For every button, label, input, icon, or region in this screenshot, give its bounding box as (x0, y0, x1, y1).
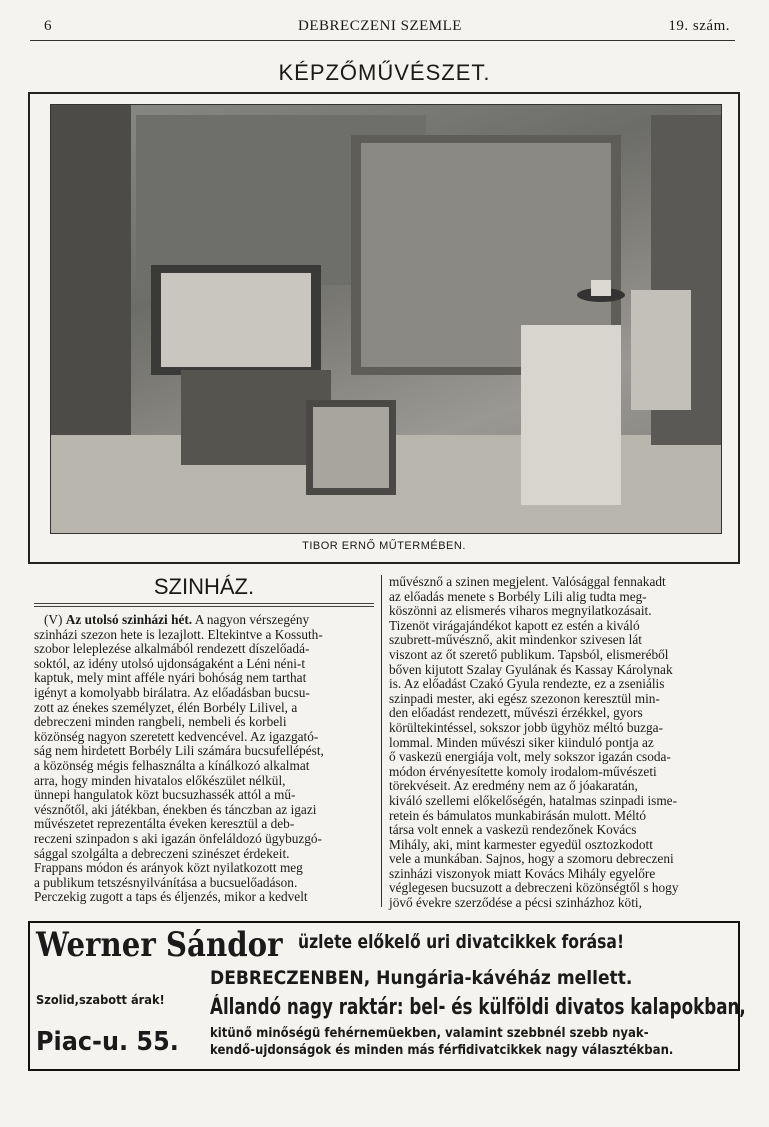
theatre-title: SZINHÁZ. (153, 574, 255, 599)
text-line: lommal. Minden művészi siker kiinduló pontja az (389, 734, 654, 750)
text-line: arra, hogy minden hivatalos előkészület nélkül, (34, 772, 286, 788)
text-line: is. Az előadást Czakó Gyula rendezte, ez a zseniális (389, 676, 665, 692)
text-line: köszönni az elismerés viharos megnyilatkozásait. (389, 603, 652, 619)
text-line: bőven kijutott Szalay Gyulának és Kassay Károlynak (389, 661, 673, 677)
ad-location: DEBRECZENBEN, Hungária-kávéház mellett. (210, 967, 633, 989)
text-line: ünnepi hangulatok közt bucsuzhassék attól a mű- (34, 787, 296, 803)
right-column (389, 575, 731, 911)
studio-photograph (50, 104, 722, 534)
ad-merchant-name: Werner Sándor (36, 925, 283, 965)
text-line: Frappans módon és arányok közt nyilatkozott meg (34, 860, 303, 876)
page-number: 6 (44, 18, 52, 34)
text-line: szinházi viszonyok miatt Kovács Mihály egyelőre (389, 865, 656, 881)
text-line: kiváló szellemi előkelőségén, hatalmas szinpadi isme- (389, 792, 678, 808)
running-header (30, 18, 730, 38)
text-line: a közönség mégis felhasználta a kínálkozó alkalmat (34, 757, 310, 773)
text-line: szobor leleplezése alkalmából rendezett díszelőadá- (34, 641, 310, 657)
author-mark: (V) (44, 612, 63, 627)
text-line: soktól, az idény utolsó ujdonságaként a Léni néni-t (34, 655, 306, 671)
text-line: den előadást rendezett, művészi érzékkel, gyors (389, 705, 643, 721)
ad-prices: Szolid,szabott árak! (36, 993, 165, 1007)
text-line: Perczekig zugott a taps és éljenzés, mikor a kedvelt (34, 889, 308, 905)
text-line: módon érvényesítette komoly irodalom-művészeti (389, 763, 657, 779)
left-paragraph (34, 613, 374, 628)
text-line: körültekintéssel, sokszor jobb ügyhöz méltó buzga- (389, 719, 664, 735)
ad-address: Piac-u. 55. (36, 1027, 179, 1057)
text-line: ő vaskezü energiája volt, mely sokszor igazán csoda- (389, 749, 671, 765)
text-line: A nagyon vérszegény (194, 612, 310, 627)
text-line: sággal szolgálta a debreczeni szinészet érdekeit. (34, 845, 290, 861)
text-line: a publikum tetszésnyilvánítása a bucsuelőadáson. (34, 874, 298, 890)
ad-goods-2: kendő-ujdonságok és minden más férfidivatcikkek nagy választékban. (210, 1043, 674, 1058)
ad-tagline: üzlete előkelő uri divatcikkek forása! (298, 931, 625, 953)
title-rule-bottom (34, 606, 374, 607)
text-line: jövő évekre szerződése a pécsi szinházhoz köti, (389, 895, 642, 911)
photo-caption: TIBOR ERNŐ MŰTERMÉBEN. (302, 540, 466, 552)
text-line: szinpadi mester, aki egész szezonon keresztül min- (389, 690, 660, 706)
text-line: közönség nagyon szeretett kedvencével. Az igazgató- (34, 728, 319, 744)
journal-title: DEBRECZENI SZEMLE (298, 18, 462, 34)
text-line: vele a munkában. Sajnos, hogy a szomoru debreczeni (389, 851, 674, 867)
text-line: igényt a komolyabb birálatra. Az előadásban bucsu- (34, 684, 310, 700)
text-line: retein és bámulatos munkabirásán mulott. Méltó (389, 807, 647, 823)
photo-illustration (51, 105, 721, 533)
advertisement (28, 921, 746, 1071)
text-line: véglegesen bucsuzott a debreczeni közönségtől s hogy (389, 880, 679, 896)
left-column (34, 613, 374, 905)
section-title: KÉPZŐMŰVÉSZET. (278, 60, 491, 85)
text-line: az előadás menete s Borbély Lili alig tudta meg- (389, 588, 647, 604)
text-line: Tizenöt virágajándékot kapott ez estén a kiváló (389, 617, 640, 633)
ad-goods-1: kitünő minőségü fehérnemüekben, valamint szebbnél szebb nyak- (210, 1026, 649, 1041)
title-rule-top (34, 603, 374, 604)
text-line: Mihály, aki, mint karmester egyedül osztozkodott (389, 836, 653, 852)
header-rule (30, 40, 735, 41)
text-line: vésznőtől, aki játékban, énekben és tánczban az igazi (34, 801, 317, 817)
ad-stock: Állandó nagy raktár: bel- és külföldi divatos kalapokban, (210, 995, 746, 1020)
text-line: szubrett-művésznő, akit mindenkor szivesen lát (389, 632, 642, 648)
article-heading: Az utolsó szinházi hét. (65, 612, 193, 627)
issue-number: 19. szám. (668, 18, 730, 34)
text-line: ság nem hirdetett Borbély Lili számára bucsufellépést, (34, 743, 324, 759)
text-line: társa volt ennek a vaskezü rendezőnek Kovács (389, 822, 637, 838)
text-line: reczeni szinpadon s aki igazán önfeláldozó ügybuzgó- (34, 830, 322, 846)
column-divider (381, 575, 382, 907)
text-line: művészetet reprezentálta éveken keresztül a deb- (34, 816, 295, 832)
text-line: törekvéseit. Az eredmény nem az ő jóakaratán, (389, 778, 638, 794)
text-line: művésznő a szinen megjelent. Valósággal fennakadt (389, 574, 666, 589)
text-line: debreczeni minden rangbeli, nembeli és korbeli (34, 714, 287, 730)
text-line: zott az énekes személyzet, élén Borbély Lilivel, a (34, 699, 298, 715)
text-line: viszont az őt szerető publikum. Tapsból, elismeréből (389, 646, 669, 662)
text-line: szinházi szezon hete is lezajlott. Eltekintve a Kossuth- (34, 626, 323, 642)
text-line: kaptuk, mely mint afféle nyári bohóság nem tarthat (34, 670, 307, 686)
